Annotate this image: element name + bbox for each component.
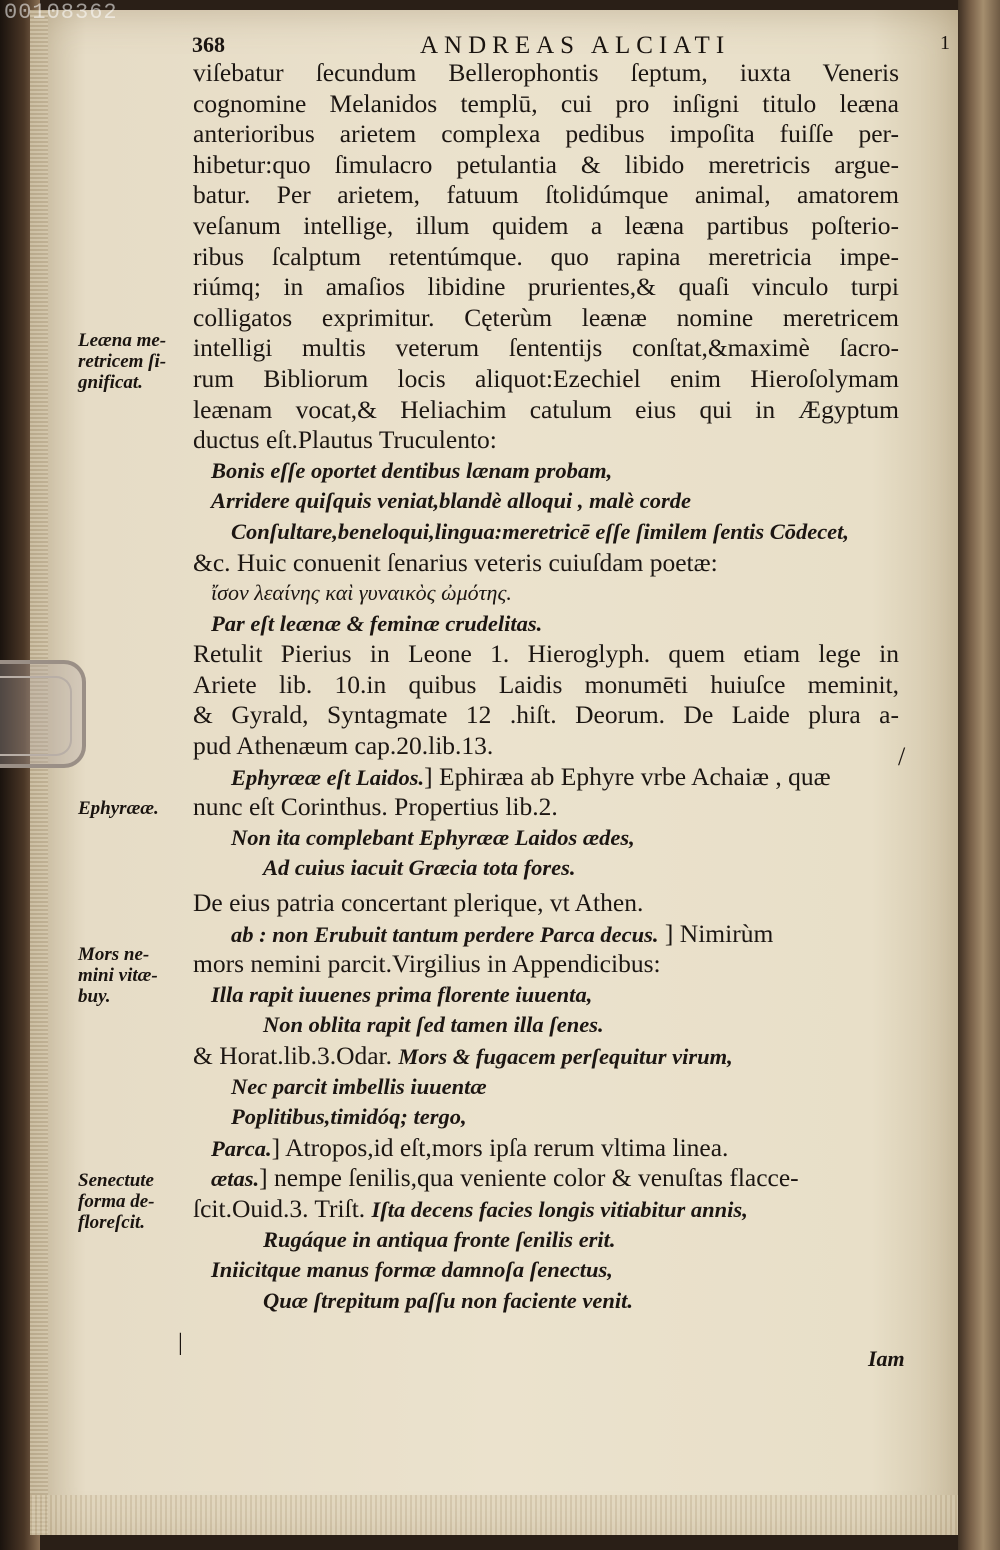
margin-note-line: buy. <box>78 986 111 1007</box>
verse-inline: Iſta decens facies longis vitiabitur annis, <box>371 1196 748 1222</box>
text-line: colligatos exprimitur. Cęterùm leænæ nomine meretricem <box>193 302 899 332</box>
page-bottom-edge <box>30 1495 965 1535</box>
margin-note-mors <box>78 944 190 1007</box>
lemma-commentary: ] Atropos,id eſt,mors ipſa rerum vltima linea. <box>271 1132 729 1162</box>
verse-line: Non oblita rapit ſed tamen illa ſenes. <box>263 1012 604 1038</box>
verse-line: Nec parcit imbellis iuuentæ <box>231 1073 487 1099</box>
book-fore-edge <box>958 0 1000 1550</box>
lemma-commentary: ] nempe ſenilis,qua veniente color & venuſtas flacce- <box>259 1163 799 1193</box>
greek-verse: ἴσον λεαίνης καὶ γυναικὸς ὠμότης. <box>211 580 512 606</box>
text-line: viſebatur ſecundum Bellerophontis ſeptum, iuxta Veneris <box>193 58 899 87</box>
margin-note-line: forma de- <box>78 1191 155 1212</box>
lemma-line <box>193 1163 899 1194</box>
verse-line: Conſultare,beneloqui,lingua:meretricē eſſe ſimilem ſentis Cōdecet, <box>231 518 850 544</box>
text-line: hibetur:quo ſimulacro petulantia & libido meretricis argue- <box>193 149 899 179</box>
verse-line: Bonis eſſe oportet dentibus lænam probam, <box>211 457 613 483</box>
lemma-line <box>193 1133 899 1164</box>
text-line: nunc eſt Corinthus. Propertius lib.2. <box>193 792 558 822</box>
lemma-line <box>193 1194 899 1225</box>
margin-note-senectute <box>78 1170 190 1233</box>
text-line: batur. Per arietem, fatuum ſtolidúmque animal, amatorem <box>193 180 899 210</box>
verse-line: Ad cuius iacuit Græcia tota fores. <box>263 855 576 881</box>
margin-note-line: floreſcit. <box>78 1212 146 1233</box>
text-line: ribus ſcalptum retentúmque. quo rapina meretricia impe- <box>193 241 899 271</box>
margin-note-leaena <box>78 330 190 393</box>
citation: & Horat.lib.3.Odar. <box>193 1041 393 1070</box>
lemma-commentary: ] Ephiræa ab Ephyre vrbe Achaiæ , quæ <box>424 761 831 791</box>
verse-line: Arridere quiſquis veniat,blandè alloqui , malè corde <box>211 488 692 514</box>
catchword: Iam <box>868 1346 905 1371</box>
text-line: cognomine Melanidos templū, cui pro inſigni titulo leæna <box>193 88 899 118</box>
lemma: ab : non Erubuit tantum perdere Parca decus. <box>231 921 659 947</box>
text-line: rum Bibliorum locis aliquot:Ezechiel enim Hieroſolymam <box>193 363 899 393</box>
text-line: De eius patria concertant plerique, vt Athen. <box>193 888 644 918</box>
clasp-tab <box>0 660 86 768</box>
margin-note-line: gnificat. <box>78 372 143 393</box>
text-line: veſanum intellige, illum quidem a leæna partibus poſterio- <box>193 210 899 240</box>
citation: ſcit.Ouid.3. Triſt. <box>193 1193 366 1223</box>
verse-line: Par eſt leænæ & feminæ crudelitas. <box>211 610 543 636</box>
verse-line: Illa rapit iuuenes prima florente iuuenta, <box>211 981 593 1007</box>
lemma-line <box>193 1041 899 1072</box>
clasp-tab-inner <box>0 676 72 756</box>
verse-inline: Mors & fugacem perſequitur virum, <box>398 1044 733 1069</box>
page-number: 368 <box>192 32 225 57</box>
margin-note-line: Ephyrææ. <box>78 798 159 819</box>
lemma: Parca. <box>211 1135 272 1161</box>
verse-line: Poplitibus,timidóq; tergo, <box>231 1104 467 1130</box>
lemma-commentary: ] Nimirùm <box>664 918 774 948</box>
text-line: pud Athenæum cap.20.lib.13. <box>193 731 494 761</box>
lemma-line <box>193 762 899 793</box>
text-line: intelligi multis veterum ſententijs conſtat,&maximè ſacro- <box>193 333 899 363</box>
pencil-mark: | <box>178 1330 183 1356</box>
text-line: ductus eſt.Plautus Truculento: <box>193 425 497 455</box>
running-title: ANDREAS ALCIATI <box>420 32 731 59</box>
margin-note-line: Senectute <box>78 1170 154 1191</box>
text-line: leænam vocat,& Heliachim catulum eius qui in Ægyptum <box>193 394 899 424</box>
verse-line: Quæ ſtrepitum paſſu non faciente venit. <box>263 1287 633 1313</box>
verse-line: Iniicitque manus formæ damnoſa ſenectus, <box>211 1257 613 1283</box>
margin-note-line: mini vitæ- <box>78 965 158 986</box>
main-text <box>193 58 899 1316</box>
lemma: Ephyrææ eſt Laidos. <box>231 764 425 790</box>
lemma-line <box>193 919 899 950</box>
margin-note-line: retricem ſi- <box>78 351 167 372</box>
verse-line: Rugáque in antiqua fronte ſenilis erit. <box>263 1226 616 1252</box>
archive-id: 00108362 <box>4 0 118 25</box>
margin-note-ephyrae <box>78 798 190 819</box>
text-line: Retulit Pierius in Leone 1. Hieroglyph. quem etiam lege in <box>193 639 899 669</box>
verse-line: Non ita complebant Ephyrææ Laidos ædes, <box>231 824 635 850</box>
corner-mark: 1 <box>940 32 950 54</box>
text-line: anterioribus arietem complexa pedibus impoſita fuiſſe per- <box>193 119 899 149</box>
margin-note-line: Mors ne- <box>78 944 150 965</box>
text-line: riúmq; in amaſios libidine prurientes,& quaſi vinculo turpi <box>193 272 899 302</box>
lemma: ætas. <box>211 1166 260 1192</box>
text-line: Ariete lib. 10.in quibus Laidis monumēti huiuſce meminit, <box>193 669 899 699</box>
text-line: mors nemini parcit.Virgilius in Appendicibus: <box>193 949 661 979</box>
text-line: & Gyrald, Syntagmate 12 .hiſt. Deorum. De Laide plura a- <box>193 700 899 730</box>
pencil-mark: / <box>898 742 906 771</box>
margin-note-line: Leæna me- <box>78 330 167 351</box>
text-line: &c. Huic conuenit ſenarius veteris cuiuſdam poetæ: <box>193 547 718 577</box>
page-edge <box>30 10 48 1535</box>
